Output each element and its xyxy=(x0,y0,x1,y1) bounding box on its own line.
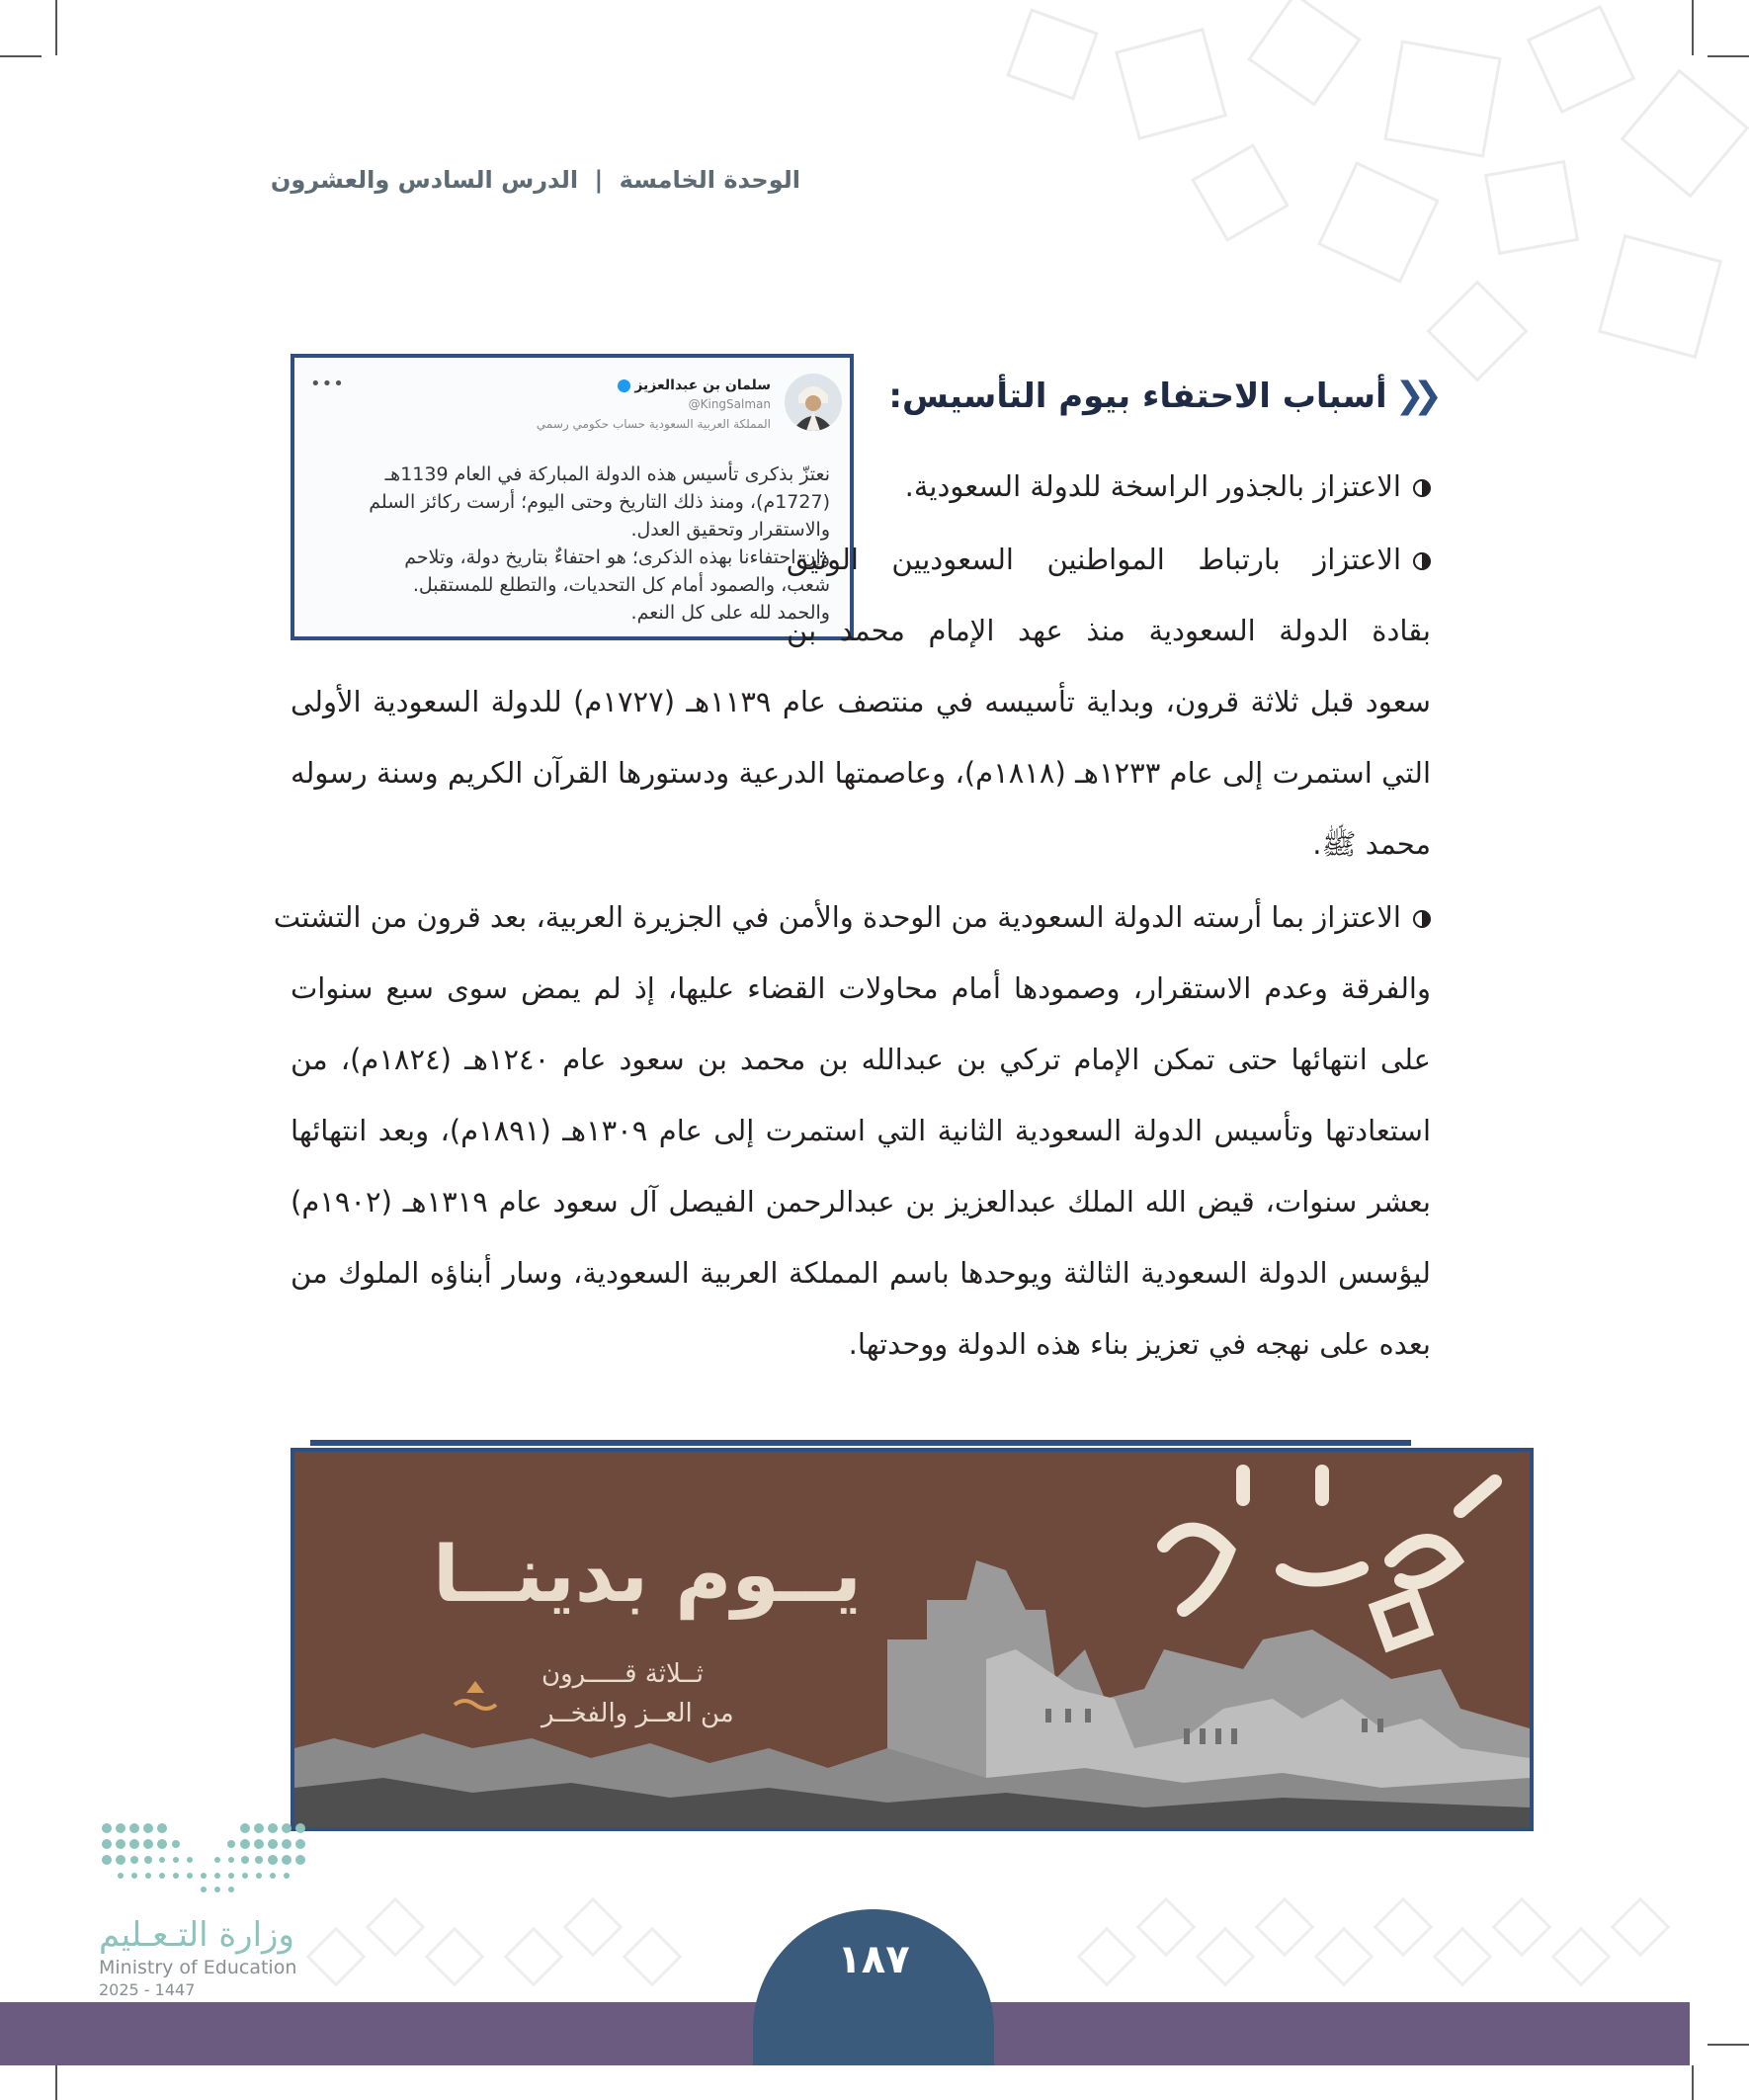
lesson-label: الدرس السادس والعشرون xyxy=(270,166,579,194)
ministry-name-arabic: وزارة التـعـليم xyxy=(99,1915,294,1955)
tweet-card xyxy=(291,354,854,640)
bullet-item-roots: الاعتزاز بالجذور الراسخة للدولة السعودية. xyxy=(877,451,1431,522)
crop-mark xyxy=(1707,2044,1749,2046)
banner-subtitle-line2: من العــز والفخــر xyxy=(541,1699,734,1728)
crop-mark xyxy=(1692,2065,1694,2100)
verified-icon xyxy=(618,379,630,392)
paragraph-line: سعود قبل ثلاثة قرون، وبداية تأسيسه في منتصف عام ١١٣٩هـ (١٧٢٧م) للدولة السعودية الأولى xyxy=(291,685,1431,718)
account-label: المملكة العربية السعودية حساب حكومي رسمي xyxy=(536,417,771,431)
tweet-line: شعب، والصمود أمام كل التحديات، والتطلع للمستقبل. xyxy=(412,574,830,596)
tweet-line: (1727م)، ومنذ ذلك التاريخ وحتى اليوم؛ أرست ركائز السلم xyxy=(369,491,830,513)
paragraph-line: ليؤسس الدولة السعودية الثالثة ويوحدها باسم المملكة العربية السعودية، وسار أبناؤه الملوك من xyxy=(291,1256,1431,1290)
ellipsis-icon[interactable]: ••• xyxy=(310,374,345,394)
banner-frame xyxy=(310,1440,1411,1446)
page-number: ١٨٧ xyxy=(837,1937,910,1982)
header-separator: | xyxy=(594,166,604,194)
paragraph-line: بقادة الدولة السعودية منذ عهد الإمام محمد بن xyxy=(787,614,1431,647)
bullet-item-leaders: الاعتزاز بارتباط المواطنين السعوديين الوثيق بقادة الدولة السعودية منذ عهد الإمام محمد بن xyxy=(787,524,1431,666)
edition-year: 2025 - 1447 xyxy=(99,1980,196,1999)
decorative-pattern xyxy=(978,0,1749,415)
double-chevron-icon: ❮❮ xyxy=(1394,376,1431,416)
bullet-icon xyxy=(1413,552,1431,570)
tweet-line: نعتزّ بذكرى تأسيس هذه الدولة المباركة في العام 1139هـ xyxy=(384,463,830,485)
avatar xyxy=(785,374,842,431)
running-header xyxy=(270,166,800,194)
paragraph-line: بعشر سنوات، قيض الله الملك عبدالعزيز بن عبدالرحمن الفيصل آل سعود عام ١٣١٩هـ (١٩٠٢م) xyxy=(291,1185,1431,1218)
bullet-item-leaders-cont xyxy=(291,666,1431,880)
banner-subtitle-line1: ثــلاثة قـــــرون xyxy=(541,1659,704,1689)
paragraph-line: بعده على نهجه في تعزيز بناء هذه الدولة ووحدتها. xyxy=(848,1327,1431,1361)
crop-mark xyxy=(0,55,42,57)
bullet-icon xyxy=(1413,479,1431,497)
paragraph-line: على انتهائها حتى تمكن الإمام تركي بن عبدالله بن محمد بن سعود عام ١٢٤٠هـ (١٨٢٤م)، من xyxy=(291,1043,1431,1076)
unit-label: الوحدة الخامسة xyxy=(619,166,800,194)
crop-mark xyxy=(55,0,57,55)
paragraph-line: التي استمرت إلى عام ١٢٣٣هـ (١٨١٨م)، وعاصمتها الدرعية ودستورها القرآن الكريم وسنة رسوله xyxy=(291,756,1432,790)
tweet-line: والحمد لله على كل النعم. xyxy=(630,602,830,624)
paragraph-line: استعادتها وتأسيس الدولة السعودية الثانية التي استمرت إلى عام ١٣٠٩هـ (١٨٩١م)، وبعد انتهائها xyxy=(291,1114,1432,1147)
ministry-name-english: Ministry of Education xyxy=(99,1957,297,1978)
banner-ornament-icon xyxy=(451,1679,500,1719)
banner-title: يــوم بدينــا xyxy=(433,1531,862,1620)
paragraph-line: والفرقة وعدم الاستقرار، وصمودها أمام محاولات القضاء عليها، إذ لم يمض سوى سبع سنوات xyxy=(291,971,1431,1005)
bullet-icon xyxy=(1413,910,1431,928)
diriyah-skyline xyxy=(294,1452,1530,1827)
tweet-handle: @KingSalman xyxy=(688,397,771,411)
paragraph-line: محمد ﷺ. xyxy=(1312,827,1431,861)
section-heading: ❮❮ أسباب الاحتفاء بيوم التأسيس: xyxy=(888,376,1431,416)
founding-day-banner xyxy=(291,1448,1534,1831)
tweet-author-name: سلمان بن عبدالعزيز xyxy=(618,378,771,393)
ministry-logo-icon xyxy=(97,1818,324,1897)
tweet-line: والاستقرار وتحقيق العدل. xyxy=(630,519,830,541)
person-icon xyxy=(785,374,842,431)
tweet-line: وإن احتفاءنا بهذه الذكرى؛ هو احتفاءٌ بتاريخ دولة، وتلاحم xyxy=(404,546,830,568)
tweet-body xyxy=(312,461,830,627)
crop-mark xyxy=(55,2065,57,2100)
bullet-item-unity: الاعتزاز بما أرسته الدولة السعودية من الوحدة والأمن في الجزيرة العربية، بعد قرون من التشتت والفرقة وعدم الاستقرار، وصمودها أمام محاولات القضاء عليها، إذ لم يمض سوى سبع سنوات على انتهائها حتى تمكن الإمام تركي بن عبدالله بن محمد بن سعود عام ١٢٤٠هـ (١٨٢٤م)، من استعادتها وتأسيس الدولة السعودية الثانية التي استمرت إلى عام ١٣٠٩هـ (١٨٩١م)، وبعد انتهائها بعشر سنوات، قيض الله الملك عبدالعزيز بن عبدالرحمن الفيصل آل سعود عام ١٣١٩هـ (١٩٠٢م) ليؤسس الدولة السعودية الثالثة ويوحدها باسم المملكة العربية السعودية، وسار أبناؤه الملوك من بعده على نهجه في تعزيز بناء هذه الدولة ووحدتها. xyxy=(291,882,1431,1380)
